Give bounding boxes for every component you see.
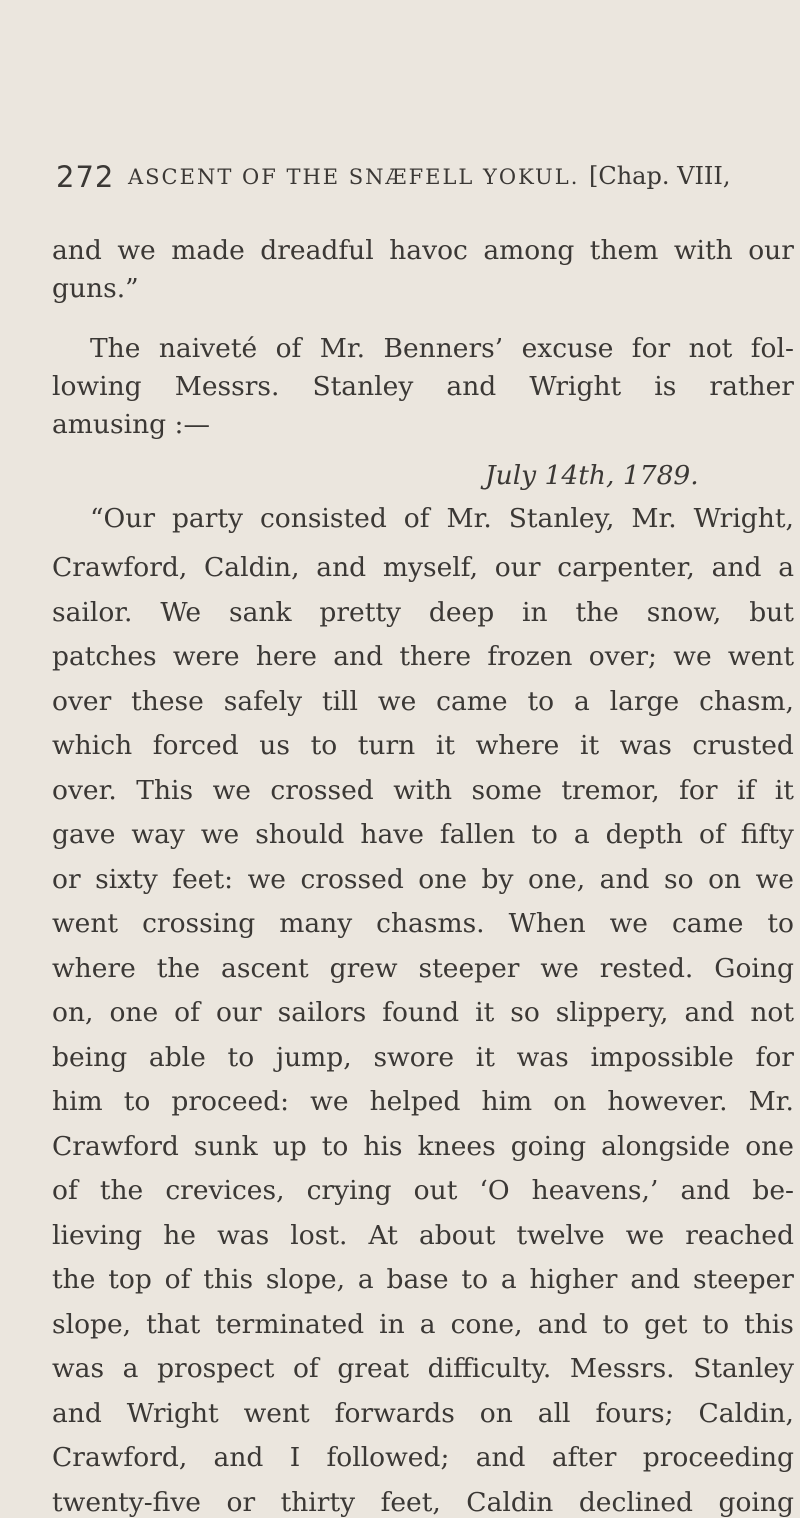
word: slope, <box>265 1264 346 1295</box>
word: reached <box>685 1219 794 1251</box>
word: Stanley <box>312 371 414 402</box>
word: so <box>510 997 540 1028</box>
word: after <box>551 1442 617 1473</box>
word: this <box>744 1308 794 1340</box>
word: impossible <box>590 1041 734 1073</box>
word: to <box>321 1130 349 1162</box>
word: to <box>767 908 794 939</box>
word: Stanley <box>693 1353 794 1384</box>
word: all <box>537 1397 571 1429</box>
word: for <box>631 333 671 364</box>
word: with <box>673 235 733 266</box>
word: to <box>531 819 558 850</box>
word: or <box>52 863 81 895</box>
word: excuse <box>521 333 614 364</box>
word: we <box>540 952 579 984</box>
running-title: ASCENT OF THE SNÆFELL YOKUL. <box>128 165 580 189</box>
word: were <box>172 641 240 672</box>
word: great <box>337 1353 410 1384</box>
word: the <box>575 596 619 628</box>
word: pretty <box>319 596 401 628</box>
word: fallen <box>439 819 516 850</box>
word: crevices, <box>165 1175 285 1206</box>
text-line: amusing :— <box>52 409 210 440</box>
word: patches <box>52 641 157 672</box>
word: a <box>357 1264 374 1295</box>
text-line <box>52 1130 794 1162</box>
word: Caldin, <box>204 552 300 583</box>
word: we <box>609 908 648 939</box>
word: Messrs. <box>174 371 280 402</box>
word: crossed <box>300 863 404 895</box>
word: being <box>52 1041 128 1073</box>
word: he <box>163 1219 196 1251</box>
word: Crawford, <box>52 552 188 583</box>
word: till <box>321 685 359 717</box>
word: them <box>589 235 659 266</box>
word: safely <box>223 685 303 717</box>
word: a <box>122 1353 139 1384</box>
text-line <box>52 1175 794 1206</box>
text-line <box>52 1353 794 1384</box>
text-line <box>52 552 794 583</box>
word: rested. <box>599 952 694 984</box>
word: prospect <box>157 1353 275 1384</box>
word: feet: <box>172 863 234 895</box>
text-line <box>52 1086 794 1117</box>
word: proceeding <box>642 1442 794 1473</box>
word: our <box>748 235 794 266</box>
word: was <box>217 1219 270 1251</box>
text-line <box>52 1041 794 1073</box>
word: sixty <box>95 863 158 895</box>
word: have <box>360 819 424 850</box>
word: twelve <box>516 1219 605 1251</box>
word: we <box>310 1086 349 1117</box>
word: it <box>435 730 455 761</box>
word: us <box>259 730 290 761</box>
word: swore <box>373 1041 455 1073</box>
word: consisted <box>259 503 387 534</box>
word: feet, <box>380 1486 441 1518</box>
word: going <box>718 1486 794 1518</box>
text-line <box>52 596 794 628</box>
word: of <box>403 503 430 534</box>
word: going <box>510 1130 587 1162</box>
word: large <box>609 685 680 717</box>
word: Wright <box>529 371 622 402</box>
word: the <box>52 1264 96 1295</box>
word: it <box>475 997 495 1028</box>
word: him <box>481 1086 533 1117</box>
text-line <box>52 371 794 402</box>
word: sank <box>229 596 292 628</box>
text-line <box>52 1308 794 1340</box>
word: Benners’ <box>383 333 504 364</box>
word: depth <box>605 819 683 850</box>
word: came <box>436 685 508 717</box>
word: and <box>52 1397 102 1429</box>
word: in <box>522 596 548 628</box>
word: fifty <box>740 819 794 850</box>
word: we <box>200 819 240 850</box>
word: top <box>108 1264 152 1295</box>
word: The <box>90 333 141 364</box>
word: one <box>745 1130 794 1162</box>
word: forwards <box>334 1397 455 1429</box>
word: if <box>737 774 756 806</box>
word: lowing <box>52 371 142 402</box>
word: slope, <box>52 1308 132 1340</box>
word: slippery, <box>555 997 669 1028</box>
word: we <box>673 641 712 672</box>
word: steeper <box>693 1264 794 1295</box>
word: many <box>279 908 353 939</box>
word: able <box>148 1041 206 1073</box>
word: and <box>537 1308 588 1340</box>
word: went <box>727 641 794 672</box>
letter-date: July 14th, 1789. <box>485 460 699 491</box>
page-number: 272 <box>56 160 115 194</box>
word: alongside <box>601 1130 731 1162</box>
word: is <box>654 371 677 402</box>
word: and <box>599 863 650 895</box>
word: myself, <box>382 552 479 583</box>
word: helped <box>369 1086 461 1117</box>
word: chasms. <box>376 908 485 939</box>
word: of <box>292 1353 319 1384</box>
word: naiveté <box>158 333 258 364</box>
word: some <box>471 774 542 806</box>
word: was <box>52 1353 105 1384</box>
word: turn <box>357 730 416 761</box>
word: base <box>386 1264 449 1295</box>
word: ‘O <box>479 1175 510 1206</box>
word: and <box>680 1175 731 1206</box>
word: one <box>418 863 468 895</box>
word: party <box>171 503 244 534</box>
word: him <box>52 1086 103 1117</box>
word: proceed: <box>171 1086 290 1117</box>
word: went <box>243 1397 310 1429</box>
word: steeper <box>418 952 520 984</box>
word: Going <box>714 952 794 984</box>
word: to <box>461 1264 489 1295</box>
text-line <box>52 908 794 939</box>
word: it <box>774 774 794 806</box>
word: difficulty. <box>427 1353 552 1384</box>
word: rather <box>709 371 794 402</box>
word: of <box>52 1175 78 1206</box>
text-line <box>52 774 794 806</box>
word: and <box>316 552 367 583</box>
word: these <box>131 685 204 717</box>
word: Caldin <box>466 1486 554 1518</box>
word: heavens,’ <box>531 1175 659 1206</box>
word: declined <box>578 1486 693 1518</box>
text-line <box>52 863 794 895</box>
word: havoc <box>389 235 468 266</box>
word: a <box>573 819 590 850</box>
word: it <box>475 1041 495 1073</box>
word: ascent <box>221 952 309 984</box>
word: and <box>684 997 735 1028</box>
word: and <box>711 552 762 583</box>
word: one <box>109 997 159 1028</box>
word: Crawford, <box>52 1442 188 1473</box>
word: I <box>289 1442 301 1473</box>
word: over; <box>588 641 657 672</box>
word: sailor. <box>52 596 133 628</box>
word: that <box>146 1308 201 1340</box>
word: carpenter, <box>557 552 695 583</box>
word: the <box>156 952 201 984</box>
word: where <box>475 730 560 761</box>
word: tremor, <box>561 774 660 806</box>
chapter-reference: [Chap. VIII, <box>589 162 731 190</box>
text-line <box>52 997 794 1028</box>
word: to <box>527 685 555 717</box>
word: and <box>333 641 384 672</box>
word: Mr. <box>446 503 492 534</box>
word: but <box>749 596 794 628</box>
word: Caldin, <box>698 1397 794 1429</box>
word: to <box>123 1086 151 1117</box>
word: to <box>602 1308 630 1340</box>
page-header <box>56 160 800 200</box>
word: sailors <box>277 997 367 1028</box>
word: frozen <box>487 641 573 672</box>
word: gave <box>52 819 116 850</box>
text-line <box>90 503 794 534</box>
word: we <box>212 774 251 806</box>
word: on <box>553 1086 587 1117</box>
word: a <box>500 1264 517 1295</box>
word: lieving <box>52 1219 143 1251</box>
word: it <box>579 730 600 761</box>
word: our <box>215 997 262 1028</box>
word: Wright, <box>693 503 794 534</box>
word: higher <box>529 1264 618 1295</box>
word: one, <box>527 863 586 895</box>
word: to <box>227 1041 255 1073</box>
word: knees <box>417 1130 496 1162</box>
word: found <box>382 997 460 1028</box>
word: so <box>664 863 694 895</box>
word: crossing <box>142 908 256 939</box>
word: which <box>52 730 133 761</box>
text-line: guns.” <box>52 273 139 304</box>
word: a <box>778 552 794 583</box>
word: for <box>679 774 718 806</box>
word: Mr. <box>748 1086 794 1117</box>
word: about <box>418 1219 496 1251</box>
word: by <box>481 863 514 895</box>
word: forced <box>152 730 239 761</box>
word: of <box>164 1264 191 1295</box>
word: followed; <box>326 1442 450 1473</box>
word: jump, <box>275 1041 352 1073</box>
word: over. <box>52 774 117 806</box>
word: of <box>698 819 725 850</box>
word: and <box>630 1264 681 1295</box>
word: crossed <box>270 774 374 806</box>
word: came <box>671 908 744 939</box>
word: grew <box>329 952 398 984</box>
word: we <box>377 685 417 717</box>
word: this <box>203 1264 254 1295</box>
word: cone, <box>450 1308 523 1340</box>
word: should <box>255 819 345 850</box>
word: crying <box>306 1175 392 1206</box>
word: and <box>475 1442 526 1473</box>
word: we <box>247 863 286 895</box>
word: deep <box>428 596 495 628</box>
word: up <box>272 1130 307 1162</box>
word: was <box>619 730 672 761</box>
word: our <box>494 552 541 583</box>
word: for <box>755 1041 794 1073</box>
word: fol- <box>750 333 794 364</box>
word: went <box>52 908 119 939</box>
word: not <box>750 997 794 1028</box>
word: over <box>52 685 112 717</box>
word: This <box>136 774 194 806</box>
word: Mr. <box>631 503 677 534</box>
word: we <box>755 863 794 895</box>
text-line <box>52 730 794 761</box>
word: on <box>708 863 742 895</box>
word: out <box>413 1175 458 1206</box>
word: however. <box>607 1086 728 1117</box>
word: a <box>573 685 590 717</box>
word: fours; <box>595 1397 674 1429</box>
text-line <box>90 333 794 364</box>
word: we <box>117 235 156 266</box>
word: in <box>379 1308 405 1340</box>
word: “Our <box>90 503 156 534</box>
word: snow, <box>646 596 722 628</box>
text-line <box>52 1264 794 1295</box>
word: made <box>171 235 245 266</box>
word: Messrs. <box>569 1353 675 1384</box>
word: Crawford <box>52 1130 179 1162</box>
word: of <box>174 997 200 1028</box>
word: sunk <box>193 1130 258 1162</box>
word: or <box>226 1486 256 1518</box>
word: We <box>160 596 202 628</box>
word: on, <box>52 997 94 1028</box>
word: chasm, <box>699 685 794 717</box>
word: get <box>644 1308 688 1340</box>
text-line <box>52 235 794 266</box>
word: and <box>446 371 497 402</box>
word: there <box>399 641 472 672</box>
word: thirty <box>280 1486 356 1518</box>
word: among <box>483 235 575 266</box>
word: a <box>419 1308 436 1340</box>
word: Stanley, <box>508 503 615 534</box>
word: At <box>368 1219 398 1251</box>
word: where <box>52 952 136 984</box>
word: to <box>702 1308 730 1340</box>
text-line <box>52 1397 794 1429</box>
word: When <box>508 908 586 939</box>
word: the <box>99 1175 144 1206</box>
word: here <box>255 641 317 672</box>
word: with <box>393 774 453 806</box>
word: lost. <box>290 1219 348 1251</box>
word: of <box>275 333 302 364</box>
word: way <box>131 819 185 850</box>
word: terminated <box>215 1308 365 1340</box>
word: twenty-five <box>52 1486 201 1518</box>
text-line <box>52 1442 794 1473</box>
text-line <box>52 685 794 717</box>
word: not <box>688 333 733 364</box>
word: to <box>310 730 338 761</box>
word: Mr. <box>319 333 366 364</box>
word: his <box>363 1130 403 1162</box>
word: dreadful <box>260 235 374 266</box>
word: and <box>213 1442 264 1473</box>
text-line <box>52 952 794 984</box>
word: on <box>479 1397 513 1429</box>
word: and <box>52 235 102 266</box>
word: Wright <box>126 1397 219 1429</box>
text-line <box>52 1486 794 1518</box>
text-line <box>52 1219 794 1251</box>
text-line <box>52 641 794 672</box>
text-line <box>52 819 794 850</box>
word: was <box>516 1041 569 1073</box>
word: crusted <box>692 730 794 761</box>
word: we <box>625 1219 665 1251</box>
word: be- <box>752 1175 794 1206</box>
